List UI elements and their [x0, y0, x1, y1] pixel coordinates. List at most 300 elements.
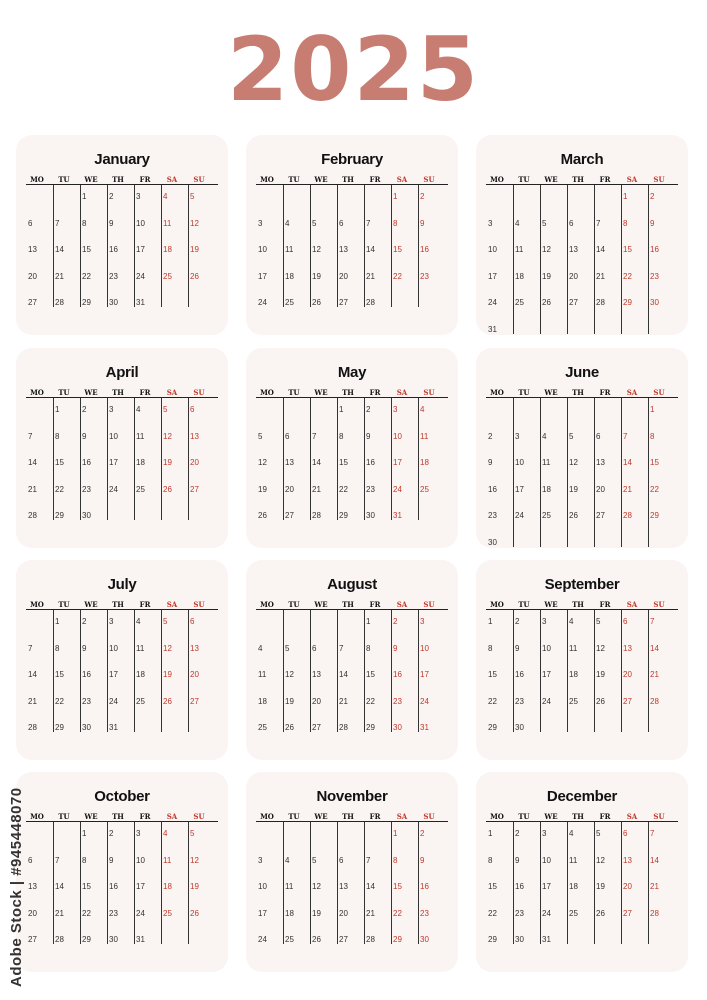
weekday-header-sa: SA — [626, 812, 638, 821]
day-cell: 26 — [190, 271, 199, 281]
weekday-header-tu: TU — [518, 388, 530, 397]
day-cell: 16 — [109, 245, 118, 254]
day-cell: 14 — [366, 882, 375, 891]
header-rule — [26, 184, 218, 185]
day-cell: 31 — [488, 324, 497, 334]
day-cell: 18 — [258, 696, 267, 706]
weekday-header-we: WE — [84, 600, 98, 609]
column-divider — [621, 398, 622, 547]
column-divider — [594, 822, 595, 944]
day-cell: 19 — [258, 484, 267, 494]
day-cell: 15 — [393, 882, 402, 891]
day-cell: 27 — [339, 298, 348, 307]
column-divider — [594, 185, 595, 334]
weekday-header-th: TH — [112, 388, 124, 397]
day-cell: 11 — [515, 245, 524, 254]
day-cell: 4 — [136, 405, 141, 414]
day-cell: 3 — [420, 617, 425, 626]
day-cell: 1 — [488, 829, 493, 838]
day-cell: 28 — [366, 298, 375, 307]
day-cell: 10 — [258, 882, 267, 891]
day-cell: 28 — [55, 935, 64, 944]
column-divider — [161, 398, 162, 520]
weekday-header-fr: FR — [369, 812, 381, 821]
column-divider — [80, 398, 81, 520]
day-cell: 6 — [623, 617, 628, 626]
weekday-header-we: WE — [544, 175, 558, 184]
column-divider — [283, 822, 284, 944]
weekday-header-fr: FR — [369, 388, 381, 397]
weekday-header-fr: FR — [139, 600, 151, 609]
day-cell: 15 — [82, 882, 91, 891]
day-cell: 28 — [650, 696, 659, 706]
day-cell: 26 — [190, 908, 199, 918]
day-cell: 5 — [312, 218, 317, 228]
day-cell: 7 — [55, 855, 60, 865]
day-cell: 1 — [488, 617, 493, 626]
day-cell: 28 — [650, 908, 659, 918]
month-title: June — [565, 364, 599, 381]
day-cell: 25 — [136, 484, 145, 494]
day-cell: 1 — [339, 405, 344, 414]
day-cell: 20 — [339, 908, 348, 918]
day-cell: 5 — [190, 192, 195, 201]
day-cell: 12 — [163, 643, 172, 653]
column-divider — [310, 398, 311, 520]
day-cell: 4 — [569, 617, 574, 626]
day-cell: 24 — [488, 298, 497, 307]
column-divider — [107, 822, 108, 944]
day-cell: 30 — [109, 298, 118, 307]
day-cell: 15 — [55, 458, 64, 467]
day-cell: 10 — [136, 218, 145, 228]
day-cell: 19 — [285, 696, 294, 706]
header-rule — [486, 184, 678, 185]
weekday-header-sa: SA — [396, 812, 408, 821]
day-cell: 12 — [542, 245, 551, 254]
day-cell: 21 — [596, 271, 605, 281]
day-cell: 28 — [55, 298, 64, 307]
day-cell: 27 — [190, 696, 199, 706]
day-cell: 12 — [312, 882, 321, 891]
day-cell: 12 — [163, 431, 172, 441]
weekday-header-sa: SA — [396, 388, 408, 397]
day-cell: 30 — [82, 723, 91, 732]
weekday-header-sa: SA — [626, 600, 638, 609]
day-cell: 13 — [339, 882, 348, 891]
weekday-header-th: TH — [572, 812, 584, 821]
column-divider — [364, 822, 365, 944]
weekday-header-we: WE — [314, 812, 328, 821]
day-cell: 24 — [542, 696, 551, 706]
day-cell: 5 — [190, 829, 195, 838]
column-divider — [134, 398, 135, 520]
column-divider — [364, 185, 365, 307]
day-cell: 11 — [136, 431, 145, 441]
day-cell: 9 — [515, 643, 520, 653]
day-cell: 18 — [136, 670, 145, 679]
day-cell: 17 — [420, 670, 429, 679]
weekday-header-fr: FR — [139, 388, 151, 397]
day-cell: 25 — [285, 935, 294, 944]
day-cell: 24 — [136, 908, 145, 918]
day-cell: 25 — [542, 511, 551, 520]
day-cell: 3 — [258, 218, 263, 228]
day-cell: 16 — [109, 882, 118, 891]
weekday-header-tu: TU — [58, 600, 70, 609]
day-cell: 22 — [82, 908, 91, 918]
day-cell: 2 — [515, 617, 520, 626]
day-cell: 16 — [82, 458, 91, 467]
day-cell: 16 — [82, 670, 91, 679]
column-divider — [540, 610, 541, 732]
day-cell: 13 — [623, 855, 632, 865]
day-cell: 2 — [515, 829, 520, 838]
column-divider — [310, 185, 311, 307]
day-cell: 25 — [420, 484, 429, 494]
day-cell: 15 — [339, 458, 348, 467]
day-cell: 12 — [258, 458, 267, 467]
day-cell: 31 — [136, 298, 145, 307]
month-card-march — [476, 135, 688, 335]
day-cell: 17 — [542, 670, 551, 679]
month-card-february — [246, 135, 458, 335]
day-cell: 30 — [420, 935, 429, 944]
day-cell: 29 — [488, 723, 497, 732]
column-divider — [418, 185, 419, 307]
day-cell: 22 — [393, 908, 402, 918]
day-cell: 7 — [366, 218, 371, 228]
day-cell: 28 — [28, 723, 37, 732]
weekday-header-mo: MO — [490, 175, 504, 184]
day-cell: 8 — [623, 218, 628, 228]
day-cell: 22 — [623, 271, 632, 281]
day-cell: 28 — [339, 723, 348, 732]
day-cell: 13 — [190, 431, 199, 441]
weekday-header-tu: TU — [58, 812, 70, 821]
day-cell: 9 — [420, 855, 425, 865]
day-cell: 17 — [258, 271, 267, 281]
month-title: May — [337, 364, 367, 381]
day-cell: 8 — [55, 643, 60, 653]
day-cell: 1 — [55, 617, 60, 626]
day-cell: 6 — [623, 829, 628, 838]
column-divider — [107, 610, 108, 732]
day-cell: 16 — [393, 670, 402, 679]
column-divider — [418, 610, 419, 732]
day-cell: 5 — [596, 829, 601, 838]
month-title: February — [321, 151, 383, 168]
column-divider — [188, 185, 189, 307]
day-cell: 31 — [109, 723, 118, 732]
day-cell: 29 — [339, 511, 348, 520]
day-cell: 28 — [312, 511, 321, 520]
day-cell: 6 — [312, 643, 317, 653]
day-cell: 1 — [82, 192, 87, 201]
day-cell: 20 — [596, 484, 605, 494]
weekday-header-mo: MO — [260, 388, 274, 397]
column-divider — [80, 822, 81, 944]
day-cell: 14 — [312, 458, 321, 467]
day-cell: 27 — [339, 935, 348, 944]
weekday-header-sa: SA — [626, 388, 638, 397]
day-cell: 7 — [366, 855, 371, 865]
day-cell: 13 — [312, 670, 321, 679]
column-divider — [53, 822, 54, 944]
weekday-header-th: TH — [572, 388, 584, 397]
day-cell: 25 — [515, 298, 524, 307]
day-cell: 8 — [82, 855, 87, 865]
header-rule — [256, 609, 448, 610]
column-divider — [648, 610, 649, 732]
day-cell: 23 — [650, 271, 659, 281]
day-cell: 28 — [28, 511, 37, 520]
day-cell: 13 — [28, 245, 37, 254]
column-divider — [418, 822, 419, 944]
day-cell: 25 — [569, 696, 578, 706]
day-cell: 12 — [190, 218, 199, 228]
day-cell: 13 — [596, 458, 605, 467]
weekday-header-fr: FR — [369, 600, 381, 609]
column-divider — [364, 398, 365, 520]
day-cell: 21 — [339, 696, 348, 706]
day-cell: 10 — [393, 431, 402, 441]
month-title: November — [316, 788, 388, 805]
day-cell: 13 — [339, 245, 348, 254]
day-cell: 19 — [596, 882, 605, 891]
weekday-header-tu: TU — [288, 175, 300, 184]
day-cell: 4 — [258, 643, 263, 653]
day-cell: 8 — [55, 431, 60, 441]
day-cell: 22 — [393, 271, 402, 281]
day-cell: 28 — [366, 935, 375, 944]
day-cell: 12 — [285, 670, 294, 679]
column-divider — [188, 610, 189, 732]
column-divider — [337, 185, 338, 307]
day-cell: 14 — [650, 855, 659, 865]
month-title: April — [105, 364, 139, 381]
day-cell: 6 — [569, 218, 574, 228]
day-cell: 10 — [542, 643, 551, 653]
weekday-header-we: WE — [544, 812, 558, 821]
weekday-header-fr: FR — [139, 812, 151, 821]
day-cell: 1 — [393, 192, 398, 201]
day-cell: 5 — [163, 405, 168, 414]
month-title: July — [107, 576, 137, 593]
day-cell: 15 — [366, 670, 375, 679]
day-cell: 21 — [55, 908, 64, 918]
day-cell: 1 — [393, 829, 398, 838]
day-cell: 27 — [623, 696, 632, 706]
day-cell: 29 — [393, 935, 402, 944]
day-cell: 3 — [393, 405, 398, 414]
day-cell: 19 — [312, 908, 321, 918]
day-cell: 10 — [136, 855, 145, 865]
day-cell: 24 — [542, 908, 551, 918]
day-cell: 17 — [136, 245, 145, 254]
day-cell: 12 — [596, 855, 605, 865]
day-cell: 4 — [515, 218, 520, 228]
day-cell: 22 — [82, 271, 91, 281]
day-cell: 22 — [55, 484, 64, 494]
month-card-june — [476, 348, 688, 548]
day-cell: 10 — [515, 458, 524, 467]
month-title: August — [327, 576, 377, 593]
weekday-header-fr: FR — [139, 175, 151, 184]
day-cell: 6 — [28, 218, 33, 228]
weekday-header-mo: MO — [30, 175, 44, 184]
day-cell: 22 — [650, 484, 659, 494]
column-divider — [540, 822, 541, 944]
day-cell: 19 — [190, 245, 199, 254]
column-divider — [80, 185, 81, 307]
weekday-header-sa: SA — [626, 175, 638, 184]
weekday-header-sa: SA — [396, 600, 408, 609]
day-cell: 1 — [650, 405, 655, 414]
day-cell: 29 — [366, 723, 375, 732]
day-cell: 1 — [82, 829, 87, 838]
day-cell: 9 — [488, 458, 493, 467]
day-cell: 30 — [366, 511, 375, 520]
day-cell: 21 — [650, 670, 659, 679]
day-cell: 31 — [420, 723, 429, 732]
day-cell: 21 — [28, 696, 37, 706]
day-cell: 5 — [285, 643, 290, 653]
day-cell: 4 — [285, 855, 290, 865]
day-cell: 24 — [393, 484, 402, 494]
column-divider — [107, 185, 108, 307]
day-cell: 24 — [515, 511, 524, 520]
day-cell: 29 — [55, 511, 64, 520]
day-cell: 23 — [420, 908, 429, 918]
weekday-header-sa: SA — [166, 388, 178, 397]
day-cell: 27 — [28, 298, 37, 307]
month-card-january — [16, 135, 228, 335]
day-cell: 2 — [82, 405, 87, 414]
month-card-august — [246, 560, 458, 760]
day-cell: 3 — [136, 829, 141, 838]
day-cell: 10 — [109, 643, 118, 653]
day-cell: 24 — [258, 298, 267, 307]
day-cell: 13 — [285, 458, 294, 467]
day-cell: 7 — [312, 431, 317, 441]
day-cell: 27 — [569, 298, 578, 307]
day-cell: 25 — [136, 696, 145, 706]
column-divider — [648, 822, 649, 944]
day-cell: 17 — [515, 484, 524, 494]
month-card-september — [476, 560, 688, 760]
day-cell: 20 — [190, 458, 199, 467]
day-cell: 8 — [488, 855, 493, 865]
day-cell: 10 — [488, 245, 497, 254]
day-cell: 21 — [366, 908, 375, 918]
day-cell: 9 — [393, 643, 398, 653]
day-cell: 6 — [339, 218, 344, 228]
day-cell: 7 — [596, 218, 601, 228]
day-cell: 14 — [623, 458, 632, 467]
column-divider — [621, 822, 622, 944]
day-cell: 9 — [109, 218, 114, 228]
day-cell: 7 — [650, 617, 655, 626]
weekday-header-su: SU — [653, 812, 665, 821]
weekday-header-we: WE — [84, 175, 98, 184]
day-cell: 20 — [28, 908, 37, 918]
day-cell: 4 — [136, 617, 141, 626]
day-cell: 10 — [420, 643, 429, 653]
day-cell: 16 — [515, 882, 524, 891]
weekday-header-tu: TU — [518, 812, 530, 821]
day-cell: 11 — [163, 218, 172, 228]
column-divider — [134, 185, 135, 307]
weekday-header-sa: SA — [166, 600, 178, 609]
day-cell: 5 — [163, 617, 168, 626]
day-cell: 5 — [258, 431, 263, 441]
day-cell: 24 — [109, 696, 118, 706]
column-divider — [540, 398, 541, 547]
day-cell: 15 — [488, 670, 497, 679]
day-cell: 18 — [163, 882, 172, 891]
column-divider — [337, 398, 338, 520]
day-cell: 17 — [109, 458, 118, 467]
day-cell: 24 — [136, 271, 145, 281]
day-cell: 16 — [420, 882, 429, 891]
month-title: September — [544, 576, 620, 593]
day-cell: 11 — [569, 643, 578, 653]
day-cell: 23 — [488, 511, 497, 520]
day-cell: 3 — [542, 617, 547, 626]
column-divider — [648, 185, 649, 334]
day-cell: 21 — [312, 484, 321, 494]
day-cell: 30 — [488, 537, 497, 547]
weekday-header-sa: SA — [396, 175, 408, 184]
day-cell: 8 — [82, 218, 87, 228]
header-rule — [486, 397, 678, 398]
column-divider — [594, 610, 595, 732]
day-cell: 5 — [542, 218, 547, 228]
day-cell: 17 — [109, 670, 118, 679]
day-cell: 5 — [569, 431, 574, 441]
column-divider — [513, 610, 514, 732]
day-cell: 3 — [488, 218, 493, 228]
weekday-header-we: WE — [544, 388, 558, 397]
day-cell: 19 — [190, 882, 199, 891]
column-divider — [567, 822, 568, 944]
day-cell: 2 — [109, 829, 114, 838]
day-cell: 12 — [190, 855, 199, 865]
column-divider — [391, 398, 392, 520]
day-cell: 24 — [258, 935, 267, 944]
day-cell: 25 — [285, 298, 294, 307]
day-cell: 6 — [596, 431, 601, 441]
day-cell: 26 — [312, 935, 321, 944]
weekday-header-mo: MO — [30, 812, 44, 821]
day-cell: 7 — [650, 829, 655, 838]
day-cell: 13 — [190, 643, 199, 653]
day-cell: 7 — [339, 643, 344, 653]
month-title: October — [94, 788, 150, 805]
day-cell: 15 — [623, 245, 632, 254]
day-cell: 20 — [190, 670, 199, 679]
day-cell: 21 — [28, 484, 37, 494]
weekday-header-su: SU — [423, 600, 435, 609]
day-cell: 27 — [596, 511, 605, 520]
day-cell: 23 — [515, 908, 524, 918]
day-cell: 26 — [312, 298, 321, 307]
day-cell: 7 — [28, 431, 33, 441]
weekday-header-mo: MO — [260, 812, 274, 821]
day-cell: 14 — [339, 670, 348, 679]
day-cell: 11 — [136, 643, 145, 653]
